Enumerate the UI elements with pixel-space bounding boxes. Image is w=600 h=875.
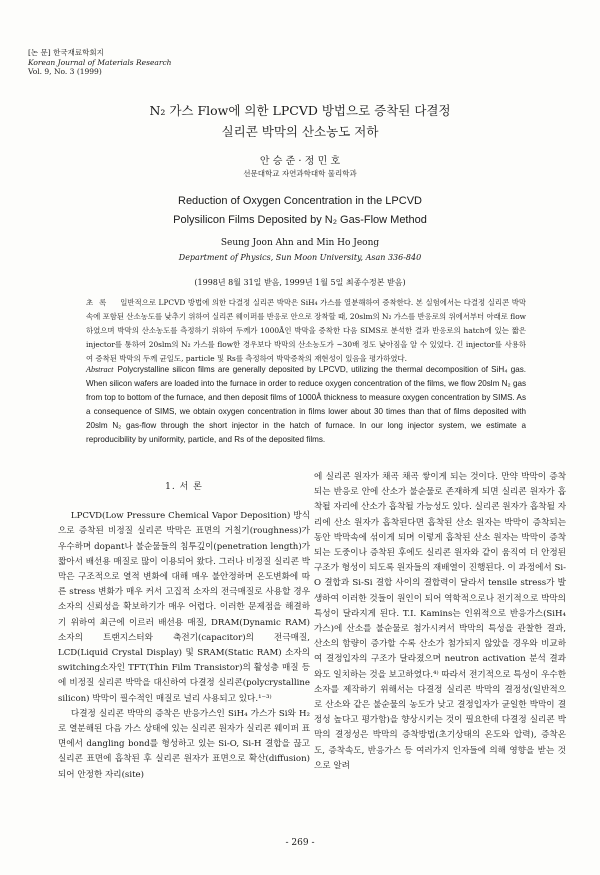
title-korean-line2: 실리콘 박막의 산소농도 저하 [221, 124, 379, 139]
title-english [0, 192, 600, 230]
journal-name-en: Korean Journal of Materials Research [28, 57, 172, 67]
body-column-right [314, 470, 566, 774]
body-paragraph: 에 실리콘 원자가 채곡 채곡 쌓이게 되는 것이다. 만약 박막이 증착되는 반응로 안에 산소가 불순물로 존재하게 되면 실리콘 원자가 흡착될 자리에 산소가 흡착될 가능성도 있다. 실리콘 원자가 흡착될 자리에 산소 원자가 흡착된다면 흡착된 산소 원자는 박막이 증착되는 동안 박막속에 섞이게 되며 이렇게 흡착된 산소 원자는 박막이 증착되는 도중이나 증착된 후에도 실리콘 원자와 같이 움직여 더 안정된 구조가 형성이 되도록 원자들의 재배열이 진행된다. 이 과정에서 Si-O 결합과 Si-Si 결합 사이의 결합력이 달라서 tensile stress가 발생하여 이러한 것들이 원인이 되어 역학적으로나 전기적으로 박막의 특성이 달라지게 된다. T.I. Kamins는 인위적으로 반응가스(SiH₄ 가스)에 산소를 불순물로 첨가시켜서 박막의 특성을 관찰한 결과, 산소의 함량이 증가할 수록 산소가 첨가되지 않았을 경우와 비교하여 결정입자의 구조가 달라졌으며 neutron activation 분석 결과와도 일치하는 것을 보고하였다.⁴⁾ 따라서 전기적으로 특성이 우수한 소자를 제작하기 위해서는 다결정 실리콘 박막의 결정성(일반적으로 산소와 같은 불순물의 농도가 낮고 결정입자가 균일한 박막이 결정성 높다고 평가함)을 향상시키는 것이 필요한데 다결정 실리콘 박막의 결정성은 박막의 증착방법(초기상태의 온도와 압력), 증착온도, 증착속도, 반응가스 등 여러가지 인자들에 의해 영향을 받는 것으로 알려 [314, 472, 566, 771]
body-paragraph: LPCVD(Low Pressure Chemical Vapor Deposition) 방식으로 증착된 비정질 실리콘 박막은 표면의 거칠기(roughness)가 우수하며 dopant나 불순물들의 침투깊이(penetration length)가 짧아서 배선용 매질로 많이 이용되어 왔다. 그러나 비정질 실리콘 박막은 구조적으로 열적 변화에 대해 매우 불안정하며 온도변화에 따른 stress 변화가 매우 커서 고집적 소자의 전극매질로 사용할 경우 소자의 신뢰성을 확보하기가 매우 어렵다. 이러한 문제점을 해결하기 위하여 최근에 이르러 배선용 매질, DRAM(Dynamic RAM) 소자의 트랜지스터와 축전기(capacitor)의 전극매질, LCD(Liquid Crystal Display) 및 SRAM(Static RAM) 소자의 switching소자인 TFT(Thin Film Transistor)의 활성층 매질 등에 비정질 실리콘 박막을 대신하여 다결정 실리콘(polycrystalline silicon) 박막이 필수적인 매질로 널리 사용되고 있다.¹⁻³⁾ [58, 511, 310, 704]
received-dates: (1998년 8월 31일 받음, 1999년 1월 5일 최종수정본 받음) [194, 278, 406, 287]
abstract-english [86, 363, 526, 447]
authors-korean: 안 승 준 · 정 민 호 [259, 156, 341, 167]
journal-category: [논 문] 한국재료학회지 [28, 48, 104, 57]
affiliation-korean: 선문대학교 자연과학대학 물리학과 [243, 169, 357, 178]
body-paragraph: 다결정 실리콘 박막의 증착은 반응가스인 SiH₄ 가스가 Si와 H₂로 열분해된 다음 가스 상태에 있는 실리콘 원자가 실리콘 웨이퍼 표면에서 dangling bond를 형성하고 있는 Si-O, Si-H 결합을 끊고 실리콘 표면에 흡착된 후 실리콘 원자가 표면으로 확산(diffusion)되어 안정한 자리(site) [58, 708, 310, 780]
affiliation-english: Department of Physics, Sun Moon University, Asan 336-840 [178, 253, 422, 262]
section-heading-introduction: 1. 서 론 [165, 482, 203, 492]
title-english-line2: Polysilicon Films Deposited by N₂ Gas-Flow Method [173, 214, 427, 226]
title-korean [0, 100, 600, 142]
journal-header [28, 48, 171, 77]
title-korean-line1: N₂ 가스 Flow에 의한 LPCVD 방법으로 증착된 다결정 [149, 103, 451, 118]
abstract-english-label: Abstract [86, 365, 114, 374]
abstract-korean [86, 296, 526, 366]
title-english-line1: Reduction of Oxygen Concentration in the LPCVD [178, 195, 422, 207]
authors-english: Seung Joon Ahn and Min Ho Jeong [220, 238, 380, 248]
abstract-korean-label: 초록 [86, 298, 113, 307]
journal-volume: Vol. 9, No. 3 (1999) [28, 67, 102, 76]
abstract-korean-text: 일반적으로 LPCVD 방법에 의한 다결정 실리콘 박막은 SiH₄ 가스를 열분해하여 증착한다. 본 실험에서는 다결정 실리콘 박막속에 포함된 산소농도를 낮추기 위하여 실리콘 웨이퍼를 반응로 안으로 장착할 때, 20slm의 N₂ 가스를 반응로의 위에서부터 아래로 flow하였으며 박막의 산소농도를 측정하기 위하여 두께가 1000Å인 박막을 증착한 다음 SIMS로 분석한 결과 반응로의 hatch에 있는 짧은 injector를 통하여 20slm의 N₂ 가스를 flow한 경우보다 박막의 산소농도가 ~30배 정도 낮아짐을 알 수 있었다. 긴 injector를 사용하여 증착된 박막의 두께 균일도, particle 및 Rs를 측정하여 박막증착의 재현성이 있음을 평가하였다. [86, 298, 526, 363]
abstract-english-text: Polycrystalline silicon films are generally deposited by LPCVD, utilizing the thermal decomposition of SiH₄ gas. When silicon wafers are loaded into the furnace in order to reduce oxygen concentration of the films, we flow 20slm N₂ gas from top to bottom of the furnace, and then deposit films of 1000Å thickness to measure oxygen concentration by SIMS. As a consequence of SIMS, we obtain oxygen concentration in films lower about 30 times than that of films deposited with 20slm N₂ gas-flow through the short injector in the hatch of furnace. In our long injector system, we estimate a reproducibility by uniformity, particle, and Rs of the deposited films. [86, 365, 526, 444]
body-column-left [58, 470, 310, 783]
page-number: - 269 - [285, 838, 315, 848]
